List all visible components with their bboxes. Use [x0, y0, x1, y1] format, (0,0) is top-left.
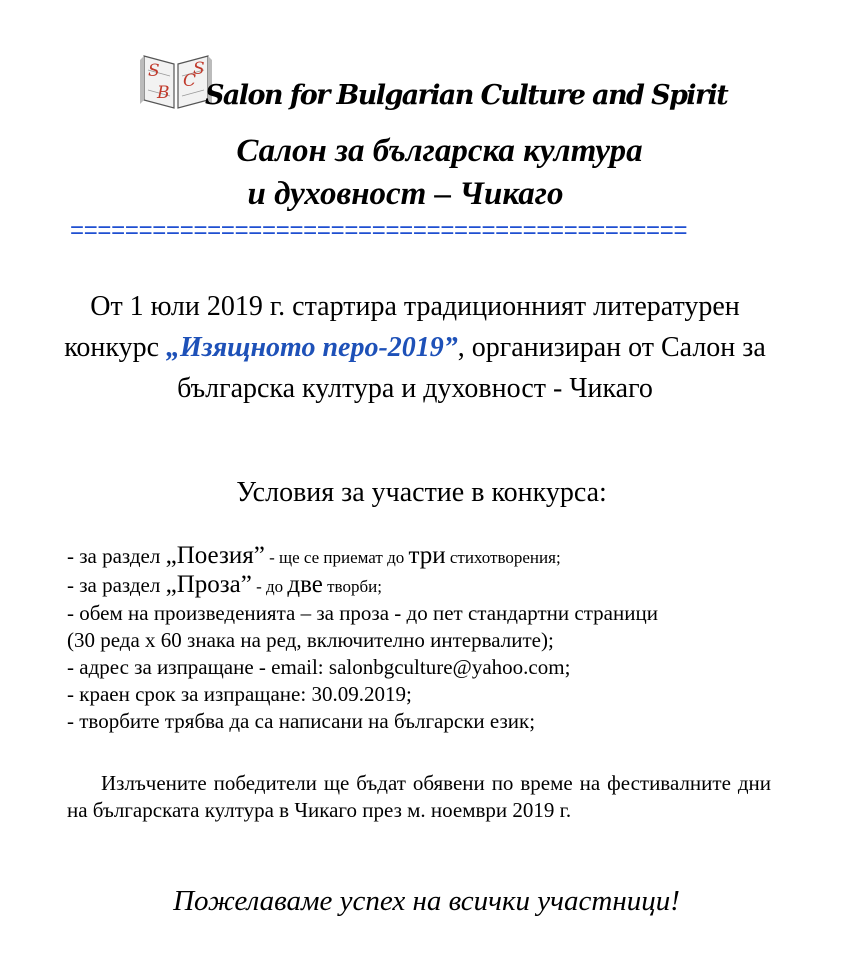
condition-volume-line2: (30 реда х 60 знака на ред, включително интервалите); [67, 628, 554, 652]
logo-letter-b: B [157, 83, 170, 103]
prose-middle: - до [251, 577, 288, 596]
conditions-list [67, 542, 777, 735]
closing-paragraph: Излъчените победители ще бъдат обявени по време на фестивалните дни на българската култура в Чикаго през м. ноември 2019 г. [67, 771, 771, 822]
poetry-middle: - ще се приемат до [264, 548, 409, 567]
salon-logo-icon [138, 46, 214, 110]
prose-prefix: - за раздел [67, 573, 166, 597]
logo-letter-c: C [183, 71, 197, 91]
condition-language: - творбите трябва да са написани на български език; [67, 709, 536, 733]
prose-section: „Проза” [165, 571, 252, 598]
logo-letter-s1: S [148, 61, 160, 81]
poetry-section: „Поезия” [165, 542, 265, 569]
poetry-count: три [408, 542, 446, 569]
org-name-bulgarian-line1: Салон за българска култура [236, 133, 643, 169]
condition-prose [67, 571, 777, 600]
prose-count: две [287, 571, 323, 598]
org-name-english: Salon for Bulgarian Culture and Spirit [205, 80, 728, 111]
logo-letter-s2: S [193, 59, 205, 79]
announcement-after: , организиран от Салон за българска култура и духовност - Чикаго [177, 332, 766, 404]
contest-name: „Изящното перо-2019” [166, 332, 458, 363]
conditions-title: Условия за участие в конкурса: [236, 477, 607, 508]
closing-wish: Пожелаваме успех на всички участници! [173, 885, 680, 917]
prose-suffix: творби; [322, 577, 382, 596]
condition-deadline: - краен срок за изпращане: 30.09.2019; [67, 682, 412, 706]
condition-email: - адрес за изпращане - email: salonbgculture@yahoo.com; [67, 655, 571, 679]
org-name-bulgarian-line2: и духовност – Чикаго [247, 176, 564, 212]
announcement-before: От 1 юли 2019 г. стартира традиционният литературен конкурс [64, 291, 740, 363]
announcement-paragraph [40, 286, 790, 409]
condition-volume-line1: - обем на произведенията – за проза - до пет стандартни страници [67, 601, 658, 625]
poetry-prefix: - за раздел [67, 544, 166, 568]
poetry-suffix: стихотворения; [445, 548, 561, 567]
separator-line: ============================================= [70, 217, 688, 244]
condition-poetry [67, 542, 777, 571]
